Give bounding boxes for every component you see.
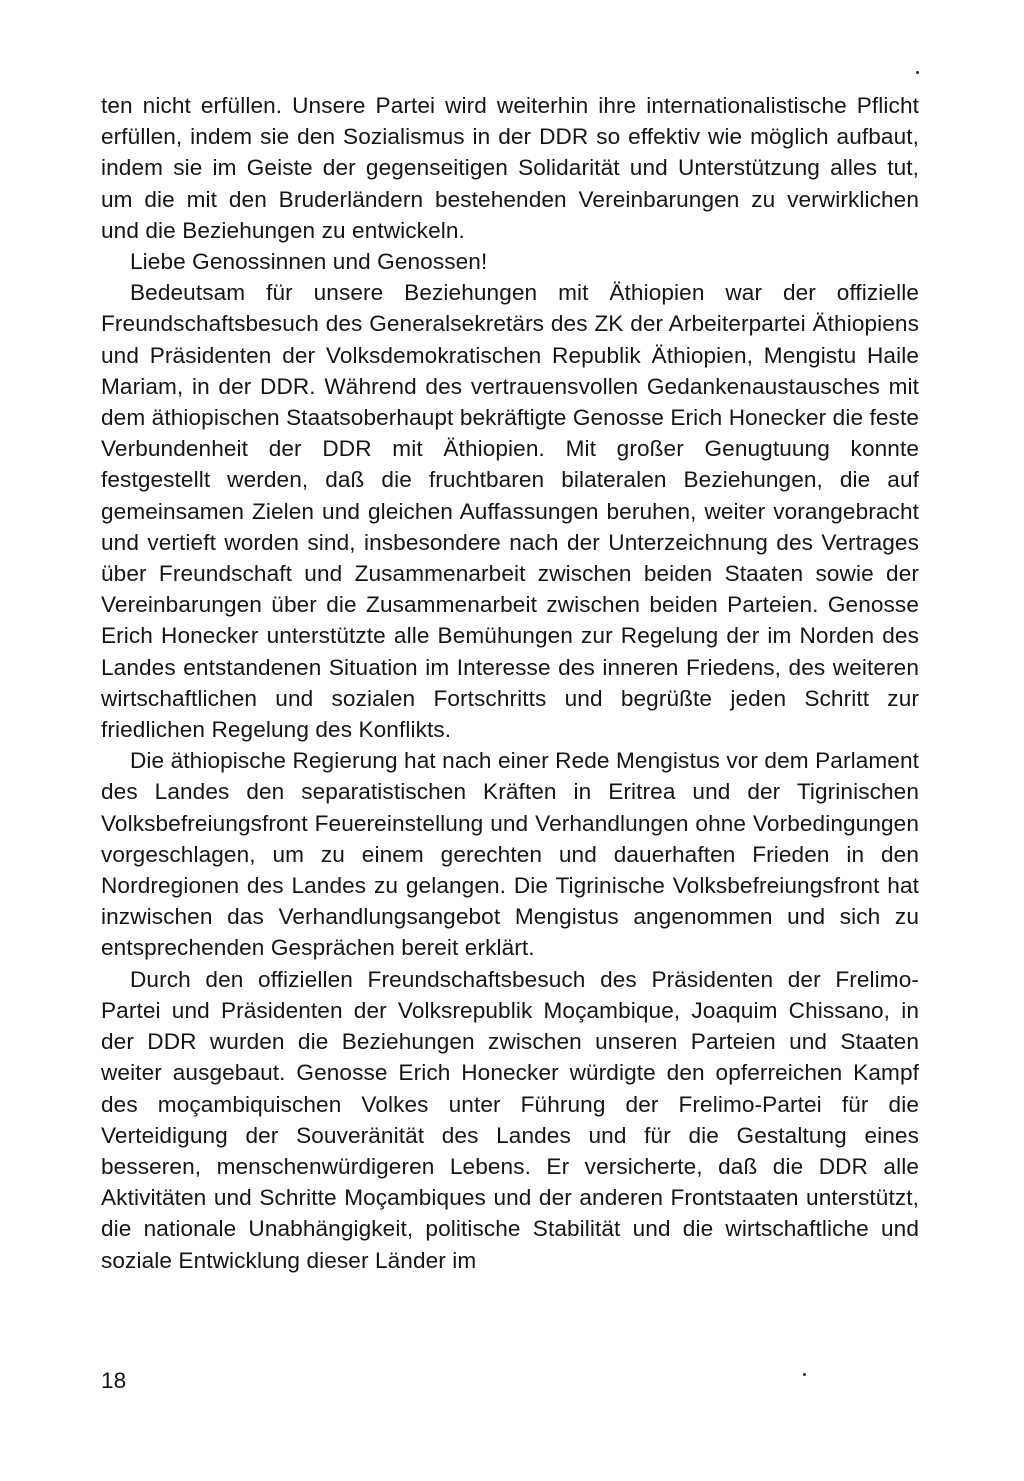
paragraph-ethiopia-government: Die äthiopische Regierung hat nach einer Rede Mengistus vor dem Parlament des Landes den separatistischen Kräften in Eritrea und der Tigrinischen Volksbefreiungsfront Feuereinstellung und Verhandlungen ohne Vorbedingungen vorgeschlagen, um zu einem gerechten und dauerhaften Frieden in den Nordregionen des Landes zu gelangen. Die Tigrinische Volksbefreiungsfront hat inzwischen das Verhandlungsangebot Mengistus angenommen und sich zu entsprechenden Gesprächen bereit erklärt. bbox=[101, 748, 919, 961]
paragraph-ethiopia-visit: Bedeutsam für unsere Beziehungen mit Äthiopien war der offizielle Freundschaftsbesuch des Generalsekretärs des ZK der Arbeiterpartei Äthiopiens und Präsidenten der Volksdemokratischen Republik Äthiopien, Mengistu Haile Mariam, in der DDR. Während des vertrauensvollen Gedankenaustausches mit dem äthiopischen Staatsoberhaupt bekräftigte Genosse Erich Honecker die feste Verbundenheit der DDR mit Äthiopien. Mit großer Genugtuung konnte festgestellt werden, daß die fruchtbaren bilateralen Beziehungen, die auf gemeinsamen Zielen und gleichen Auffassungen beruhen, weiter vorangebracht und vertieft worden sind, insbesondere nach der Unterzeichnung des Vertrages über Freundschaft und Zusammenarbeit zwischen beiden Staaten sowie der Vereinbarungen über die Zusammenarbeit zwischen beiden Parteien. Genosse Erich Honecker unterstützte alle Bemühungen zur Regelung der im Norden des Landes entstandenen Situation im Interesse des inneren Friedens, des weiteren wirtschaftlichen und sozialen Fortschritts und begrüßte jeden Schritt zur friedlichen Regelung des Konflikts. bbox=[101, 280, 919, 743]
scan-speck bbox=[916, 71, 919, 74]
paragraph-salutation: Liebe Genossinnen und Genossen! bbox=[130, 249, 488, 275]
paragraph-continuation: ten nicht erfüllen. Unsere Partei wird weiterhin ihre internationalistische Pflicht erfüllen, indem sie den Sozialismus in der DDR so effektiv wie möglich aufbaut, indem sie im Geiste der gegenseitigen Solidarität und Unterstützung alles tut, um die mit den Bruderländern bestehenden Vereinbarungen zu verwirklichen und die Beziehungen zu entwickeln. bbox=[101, 93, 919, 243]
scan-speck bbox=[803, 1373, 806, 1376]
body-text bbox=[101, 90, 919, 1276]
paragraph-mozambique-visit: Durch den offiziellen Freundschaftsbesuch des Präsidenten der Frelimo-Partei und Präsidenten der Volksrepublik Moçambique, Joaquim Chissano, in der DDR wurden die Beziehungen zwischen unseren Parteien und Staaten weiter ausgebaut. Genosse Erich Honecker würdigte den opferreichen Kampf des moçambiquischen Volkes unter Führung der Frelimo-Partei für die Verteidigung der Souveränität des Landes und für die Gestaltung eines besseren, menschenwürdigeren Lebens. Er versicherte, daß die DDR alle Aktivitäten und Schritte Moçambiques und der anderen Frontstaaten unterstützt, die nationale Unabhängigkeit, politische Stabilität und die wirtschaftliche und soziale Entwicklung dieser Länder im bbox=[101, 966, 919, 1273]
page-number: 18 bbox=[101, 1368, 127, 1393]
